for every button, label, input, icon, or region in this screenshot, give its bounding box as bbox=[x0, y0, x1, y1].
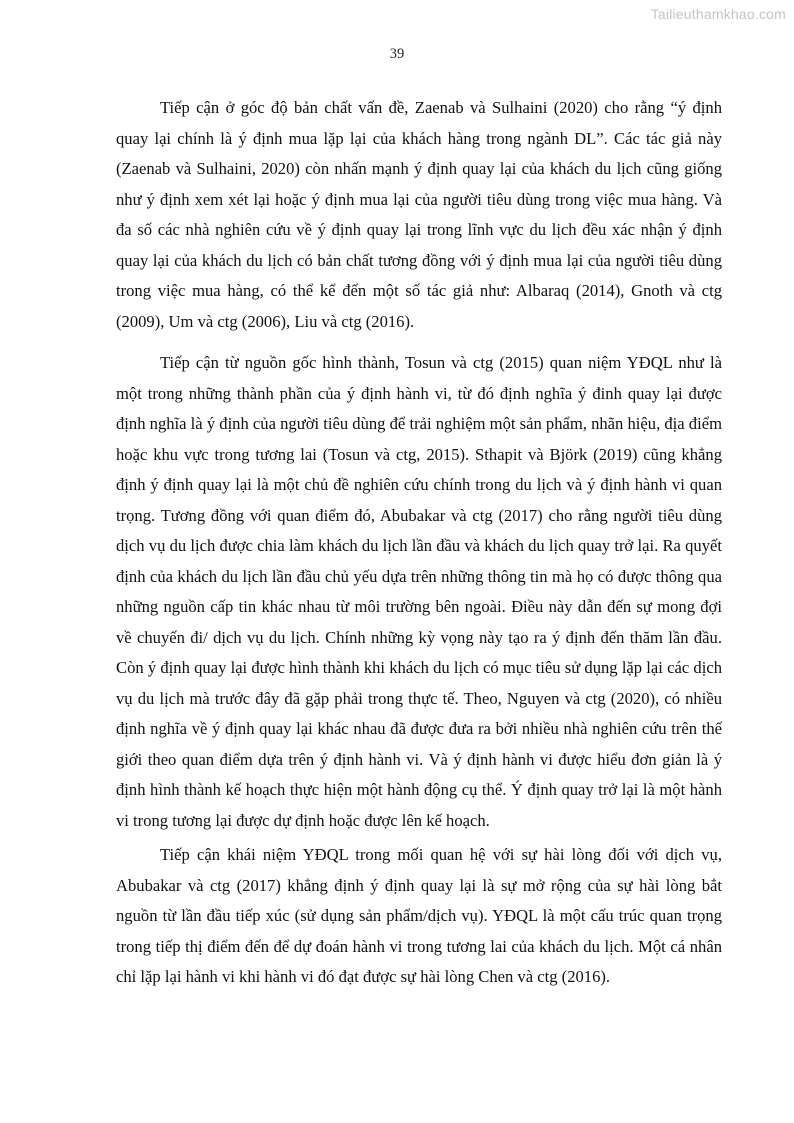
document-body bbox=[116, 93, 722, 993]
page-number: 39 bbox=[389, 46, 405, 62]
paragraph-1: Tiếp cận ở góc độ bản chất vấn đề, Zaenab và Sulhaini (2020) cho rằng “ý định quay lại chính là ý định mua lặp lại của khách hàng trong ngành DL”. Các tác giả này (Zaenab và Sulhaini, 2020) còn nhấn mạnh ý định quay lại của khách du lịch cũng giống như ý định xem xét lại hoặc ý định mua lại của người tiêu dùng trong việc mua hàng. Và đa số các nhà nghiên cứu về ý định quay lại trong lĩnh vực du lịch đều xác nhận ý định quay lại của khách du lịch có bản chất tương đồng với ý định mua lại của người tiêu dùng trong việc mua hàng, có thể kể đến một số tác giả như: Albaraq (2014), Gnoth và ctg (2009), Um và ctg (2006), Liu và ctg (2016). bbox=[116, 98, 722, 331]
paragraph-2: Tiếp cận từ nguồn gốc hình thành, Tosun và ctg (2015) quan niệm YĐQL như là một trong những thành phần của ý định hành vi, từ đó định nghĩa ý đinh quay lại được định nghĩa là ý định của người tiêu dùng để trải nghiệm một sản phẩm, nhãn hiệu, địa điểm hoặc khu vực trong tương lai (Tosun và ctg, 2015). Sthapit và Björk (2019) cũng khẳng định ý định quay lại là một chủ đề nghiên cứu chính trong du lịch và ý định hành vi quan trọng. Tương đồng với quan điểm đó, Abubakar và ctg (2017) cho rằng người tiêu dùng dịch vụ du lịch được chia làm khách du lịch lần đầu và khách du lịch quay trở lại. Ra quyết định của khách du lịch lần đầu chủ yếu dựa trên những thông tin mà họ có được thông qua những nguồn cấp tin khác nhau từ môi trường bên ngoài. Điều này dẫn đến sự mong đợi về chuyến đi/ dịch vụ du lịch. Chính những kỳ vọng này tạo ra ý định đến thăm lần đầu. Còn ý định quay lại được hình thành khi khách du lịch có mục tiêu sử dụng lặp lại các dịch vụ du lịch mà trước đây đã gặp phải trong thực tế. Theo, Nguyen và ctg (2020), có nhiều định nghĩa về ý định quay lại khác nhau đã được đưa ra bởi nhiều nhà nghiên cứu trên thế giới theo quan điểm dựa trên ý định hành vi. Và ý định hành vi được hiểu đơn giản là ý định hình thành kế hoạch thực hiện một hành động cụ thể. Ý định quay trở lại là một hành vi trong tương lại được dự định hoặc được lên kế hoạch. bbox=[116, 353, 722, 830]
watermark-text: Tailieuthamkhao.com bbox=[650, 6, 786, 22]
paragraph-3: Tiếp cận khái niệm YĐQL trong mối quan hệ với sự hài lòng đối với dịch vụ, Abubakar và ctg (2017) khẳng định ý định quay lại là sự mở rộng của sự hài lòng bắt nguồn từ lần đầu tiếp xúc (sử dụng sản phẩm/dịch vụ). YĐQL là một cấu trúc quan trọng trong tiếp thị điểm đến để dự đoán hành vi trong tương lai của khách du lịch. Một cá nhân chỉ lặp lại hành vi khi hành vi đó đạt được sự hài lòng Chen và ctg (2016). bbox=[116, 845, 722, 986]
